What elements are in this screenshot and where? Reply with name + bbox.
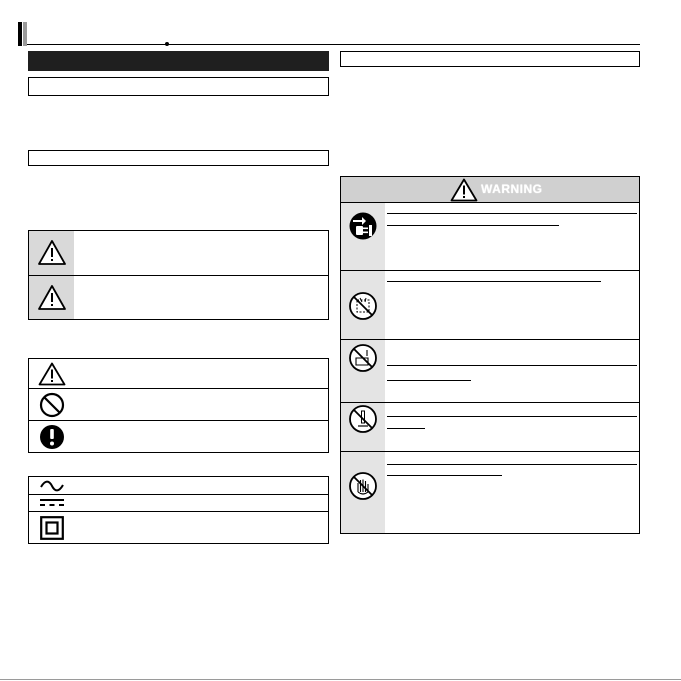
marking-row-1-icon-cell xyxy=(29,477,74,494)
alternating-current-icon xyxy=(39,480,65,492)
marking-row-3-text xyxy=(84,520,319,536)
marking-row-2-icon-cell xyxy=(29,495,74,511)
no-disassembly-icon xyxy=(348,291,378,321)
warning-triangle-icon xyxy=(450,178,478,202)
warning-row-3-text-line xyxy=(387,365,637,366)
warning-row-3-icon-cell xyxy=(341,341,385,375)
warning-table xyxy=(340,176,640,534)
left-title-bar xyxy=(28,51,329,71)
class-ii-double-insulation-icon xyxy=(40,516,64,540)
warning-row-5-text-line xyxy=(387,475,502,476)
header-rule-dot xyxy=(165,42,169,46)
section-tab-shadow xyxy=(23,22,27,46)
hazard-level-table xyxy=(28,230,329,320)
warning-triangle-icon xyxy=(37,239,67,267)
marking-row-3-icon-cell xyxy=(29,512,74,543)
warning-row-4-text-line xyxy=(387,416,637,417)
warning-row-divider xyxy=(341,451,639,452)
marking-row-1-text xyxy=(84,478,319,492)
left-subheading-box-2 xyxy=(28,150,329,166)
header-rule xyxy=(27,44,640,45)
hazard-row-1-icon-cell xyxy=(29,231,74,275)
symbol-row-1-icon-cell xyxy=(29,359,74,388)
section-tab-marker xyxy=(18,22,22,46)
no-wet-hands-icon xyxy=(348,471,378,501)
symbol-row-1-text xyxy=(84,366,319,382)
hazard-row-1-text xyxy=(84,241,319,265)
marking-row-2-text xyxy=(84,496,319,510)
no-touch-internal-icon xyxy=(348,404,378,434)
hazard-row-2-text xyxy=(84,286,319,310)
warning-row-5-text-line xyxy=(387,464,637,465)
right-subheading-box xyxy=(340,51,640,67)
caution-triangle-icon xyxy=(38,362,66,386)
warning-row-1-text-line xyxy=(387,225,559,226)
unplug-icon xyxy=(348,211,378,241)
left-subheading-box-1 xyxy=(28,77,329,96)
markings-table xyxy=(28,476,329,544)
no-water-icon xyxy=(348,343,378,373)
symbol-row-3-text xyxy=(84,429,319,445)
warning-row-4-text-line xyxy=(387,428,425,429)
warning-row-2-text-line xyxy=(387,281,601,282)
symbol-row-3-icon-cell xyxy=(29,421,74,452)
warning-row-1-icon-cell xyxy=(341,209,385,243)
warning-row-2-icon-cell xyxy=(341,286,385,326)
page-bottom-rule xyxy=(0,679,681,680)
warning-header xyxy=(341,177,639,203)
mandatory-exclamation-icon xyxy=(39,424,65,450)
warning-row-5-icon-cell xyxy=(341,469,385,503)
warning-label: WARNING xyxy=(481,182,543,196)
warning-header-icon-wrap xyxy=(449,177,479,202)
warning-row-3-text-line xyxy=(387,380,471,381)
hazard-row-2-icon-cell xyxy=(29,276,74,319)
warning-row-1-text-line xyxy=(387,213,637,214)
symbol-row-2-icon-cell xyxy=(29,389,74,420)
warning-row-divider xyxy=(341,270,639,271)
symbol-row-2-text xyxy=(84,397,319,413)
prohibited-circle-icon xyxy=(39,392,65,418)
direct-current-icon xyxy=(39,498,65,508)
warning-row-divider xyxy=(341,402,639,403)
warning-triangle-icon xyxy=(37,284,67,312)
symbols-table xyxy=(28,358,329,453)
warning-row-divider xyxy=(341,339,639,340)
warning-row-4-icon-cell xyxy=(341,403,385,435)
